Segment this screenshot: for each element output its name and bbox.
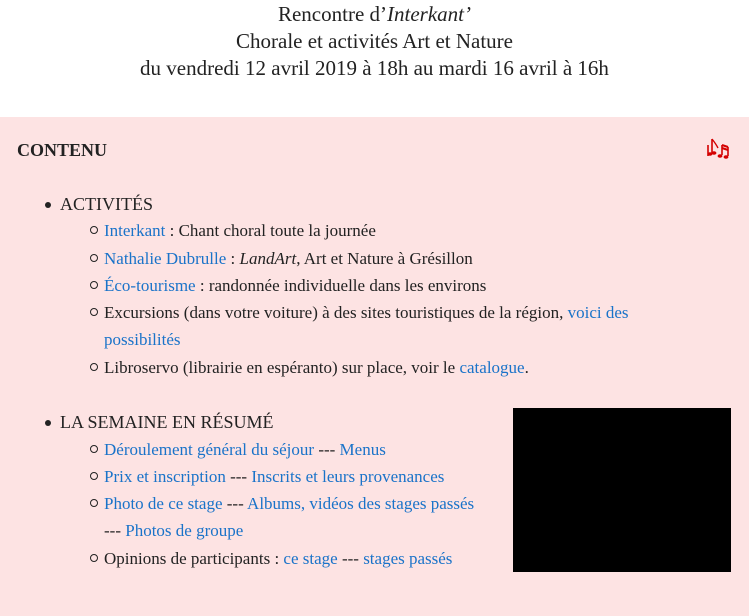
link-stages-passes[interactable]: stages passés [363,549,453,568]
list-item-prix [104,463,444,490]
item-sep: --- [337,549,364,568]
link-possibilites[interactable]: possibilités [104,330,181,349]
item-italic: LandArt [239,249,297,268]
list-item-landart [104,245,473,272]
item-sep: : [226,249,240,268]
link-photo-stage[interactable]: Photo de ce stage [104,494,223,513]
title-italic: Interkant’ [387,2,472,26]
link-prix-inscription[interactable]: Prix et inscription [104,467,226,486]
link-albums-videos[interactable]: Albums, vidéos des stages passés [247,494,475,513]
item-sep: --- [104,521,126,540]
link-photos-groupe[interactable]: Photos de groupe [125,521,244,540]
summary-heading: LA SEMAINE EN RÉSUMÉ [60,412,274,432]
link-interkant[interactable]: Interkant [104,221,166,240]
list-item-photo [104,490,474,517]
content-panel [0,117,749,616]
item-text: Excursions (dans votre voiture) à des sites touristiques de la région, [104,303,568,322]
list-item-deroulement [104,436,386,463]
list-item-photo-cont [104,517,243,544]
event-dates: du vendredi 12 avril 2019 à 18h au mardi 16 avril à 16h [140,56,609,80]
event-title [0,1,749,27]
item-text: : randonnée individuelle dans les environs [195,276,487,295]
list-item-excursions-cont [104,326,181,353]
title-prefix: Rencontre d’ [277,2,388,26]
list-item-interkant [104,217,376,244]
link-voici-des-possibilites[interactable]: voici des [567,303,629,322]
event-subtitle: Chorale et activités Art et Nature [236,29,513,53]
item-text: , Art et Nature à Grésillon [296,249,473,268]
music-notes-icon[interactable] [706,136,732,160]
link-catalogue[interactable]: catalogue [459,358,525,377]
page-header [0,0,749,117]
media-placeholder[interactable] [513,408,731,572]
section-title: CONTENU [17,140,108,160]
link-deroulement[interactable]: Déroulement général du séjour [104,440,315,459]
item-sep: --- [225,467,252,486]
link-inscrits[interactable]: Inscrits et leurs provenances [251,467,445,486]
item-text: Opinions de participants : [104,549,284,568]
link-ce-stage[interactable]: ce stage [283,549,338,568]
list-item-opinions [104,545,452,572]
item-text: : Chant choral toute la journée [165,221,376,240]
list-item-eco-tourisme [104,272,486,299]
link-nathalie-dubrulle[interactable]: Nathalie Dubrulle [104,249,227,268]
item-sep: --- [222,494,248,513]
item-text: Libroservo (librairie en espéranto) sur place, voir le [104,358,460,377]
link-eco-tourisme[interactable]: Éco-tourisme [104,276,196,295]
activities-heading: ACTIVITÉS [60,194,153,214]
item-sep: --- [314,440,340,459]
item-after: . [524,358,529,377]
list-item-libroservo [104,354,529,381]
list-item-excursions [104,299,629,326]
link-menus[interactable]: Menus [339,440,386,459]
